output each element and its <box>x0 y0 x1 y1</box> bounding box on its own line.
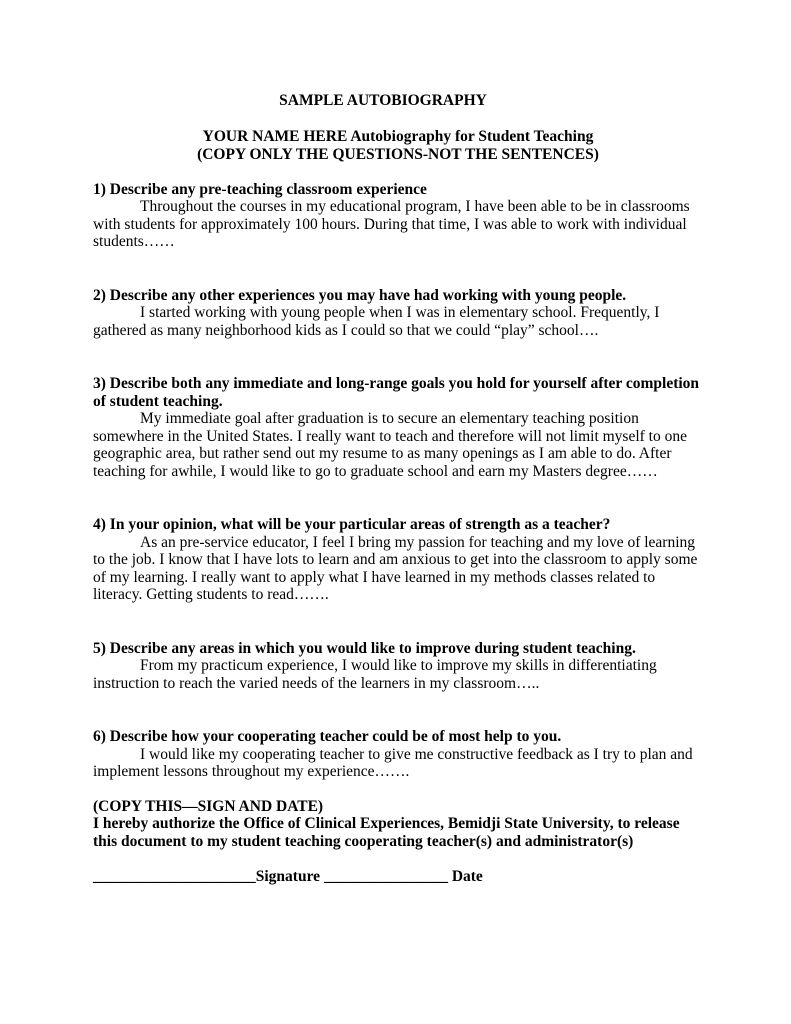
question-block-3 <box>93 375 705 480</box>
authorization-text: I hereby authorize the Office of Clinical Experiences, Bemidji State University, to release this document to my student teaching cooperating teacher(s) and administrator(s) <box>93 815 680 850</box>
question-heading: 1) Describe any pre-teaching classroom experience <box>93 180 427 198</box>
question-block-4 <box>93 516 705 604</box>
question-heading: 4) In your opinion, what will be your particular areas of strength as a teacher? <box>93 516 611 533</box>
subtitle-line-2: (COPY ONLY THE QUESTIONS-NOT THE SENTENCES) <box>197 145 599 163</box>
subtitle-line-1: YOUR NAME HERE Autobiography for Student Teaching <box>202 127 594 145</box>
question-answer: I started working with young people when I was in elementary school. Frequently, I gathered as many neighborhood kids as I could so that we could “play” school…. <box>93 304 660 339</box>
question-answer: My immediate goal after graduation is to secure an elementary teaching position somewhere in the United States. I really want to teach and therefore will not limit myself to one geographic area, but rather send out my resume to as many openings as I am able to do. After teaching for awhile, I would like to go to graduate school and earn my Masters degree…… <box>93 410 687 480</box>
question-heading: 6) Describe how your cooperating teacher could be of most help to you. <box>93 728 562 745</box>
authorization-block <box>93 798 705 851</box>
question-heading: 2) Describe any other experiences you may have had working with young people. <box>93 286 627 304</box>
document-subtitle <box>73 128 723 164</box>
question-block-6 <box>93 728 705 781</box>
question-answer: I would like my cooperating teacher to give me constructive feedback as I try to plan and implement lessons throughout my experience……. <box>93 745 693 780</box>
question-answer: From my practicum experience, I would like to improve my skills in differentiating instruction to reach the varied needs of the learners in my classroom….. <box>93 657 657 692</box>
document-title: SAMPLE AUTOBIOGRAPHY <box>279 92 487 109</box>
question-answer: Throughout the courses in my educational program, I have been able to be in classrooms with students for approximately 100 hours. During that time, I was able to work with individual students…… <box>93 198 690 250</box>
signature-blank: _____________________ <box>93 868 256 885</box>
question-block-1 <box>93 181 705 251</box>
document-body <box>93 92 705 886</box>
question-block-2 <box>93 287 705 340</box>
date-blank: ________________ <box>323 868 448 885</box>
authorization-heading: (COPY THIS—SIGN AND DATE) <box>93 797 324 815</box>
question-answer: As an pre-service educator, I feel I bring my passion for teaching and my love of learning to the job. I know that I have lots to learn and am anxious to get into the classroom to apply some of my learning. I really want to apply what I have learned in my methods classes related to literacy. Getting students to read……. <box>93 533 698 603</box>
question-heading: 3) Describe both any immediate and long-range goals you hold for yourself after completion of student teaching. <box>93 375 700 410</box>
question-heading: 5) Describe any areas in which you would like to improve during student teaching. <box>93 639 636 657</box>
question-block-5 <box>93 640 705 693</box>
signature-label: Signature <box>255 868 321 885</box>
date-label: Date <box>451 868 483 885</box>
signature-line <box>93 868 705 886</box>
